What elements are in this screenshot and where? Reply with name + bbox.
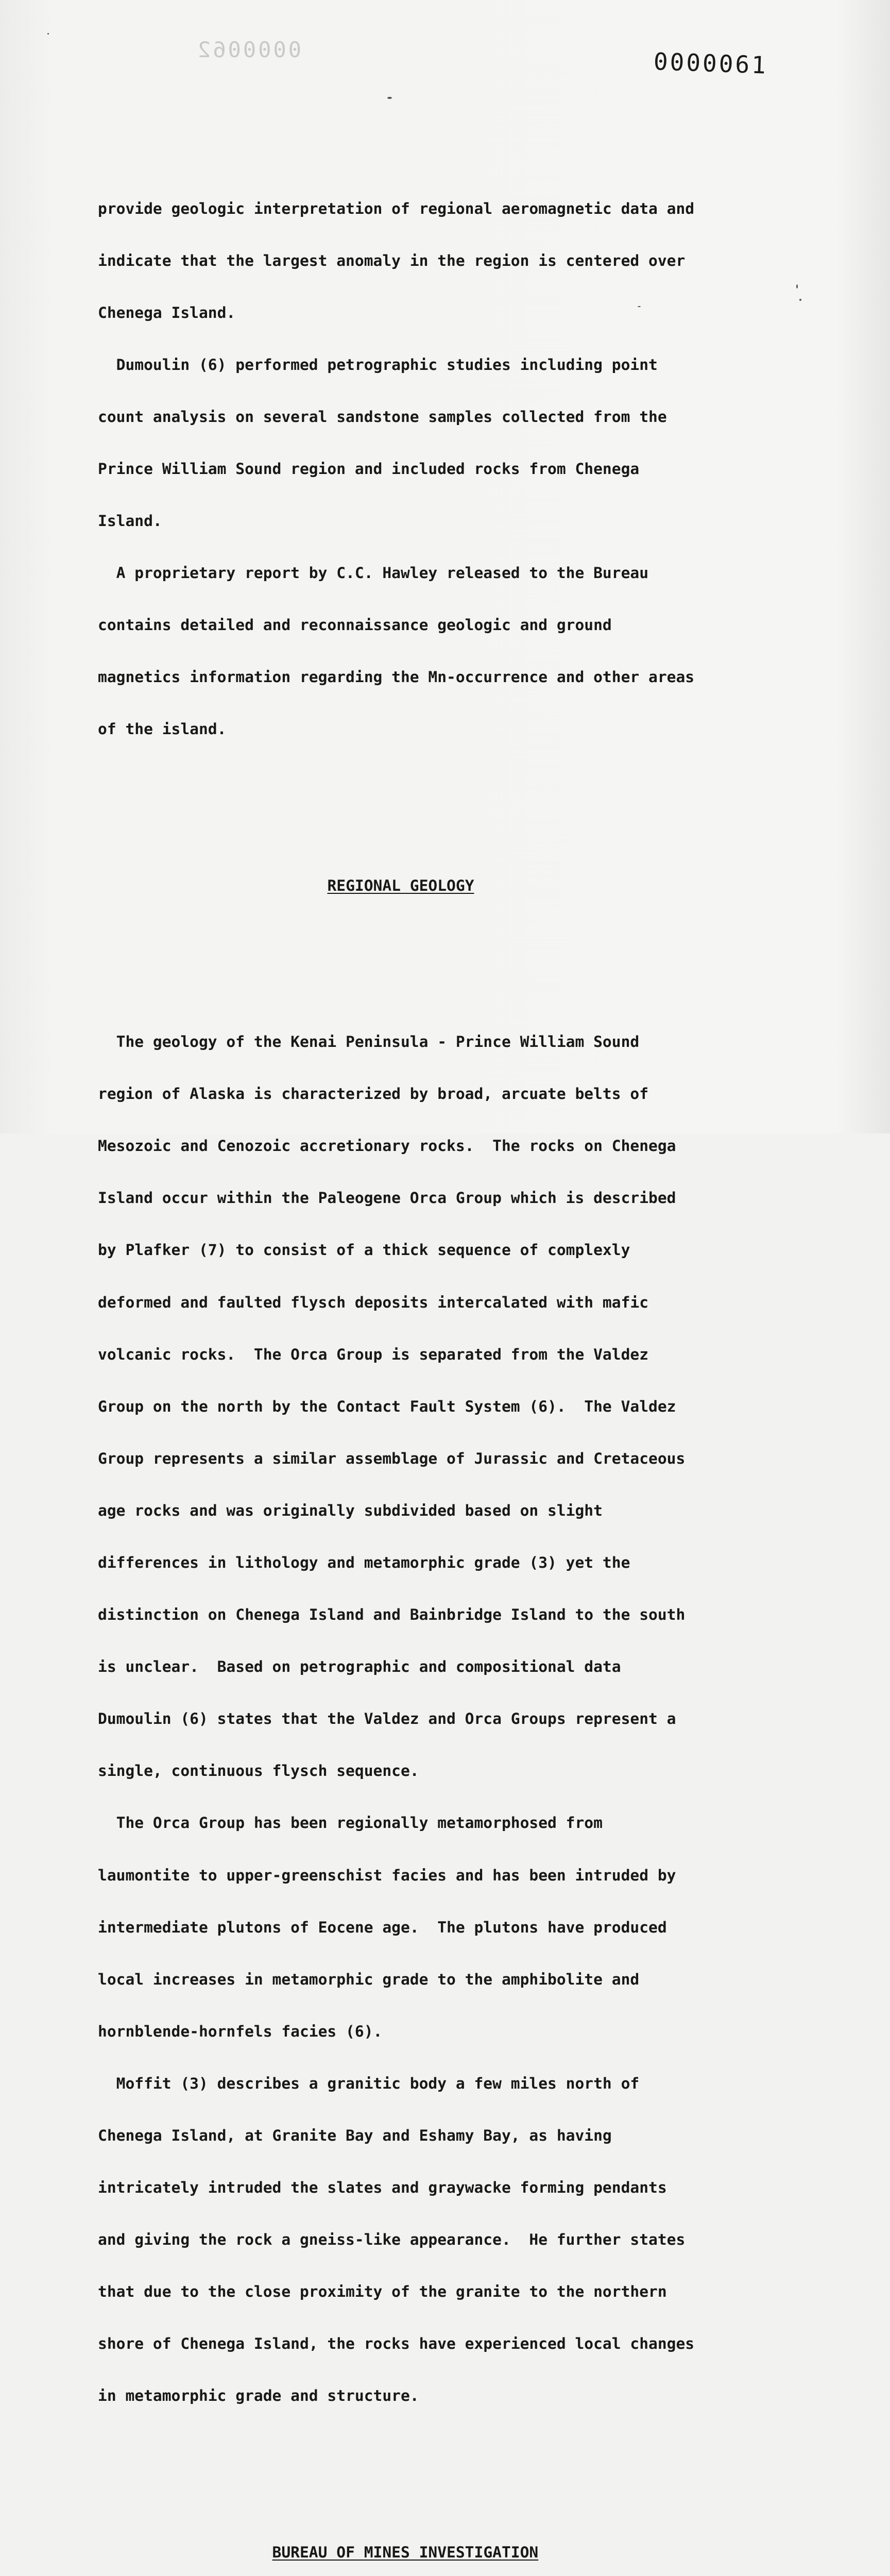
text-line: The geology of the Kenai Peninsula - Prince William Sound [98, 1033, 640, 1051]
text-line: single, continuous flysch sequence. [98, 1762, 419, 1780]
text-line: Moffit (3) describes a granitic body a few miles north of [98, 2074, 640, 2092]
scan-speck [796, 284, 798, 289]
heading-row [98, 2544, 778, 2562]
blank-line [98, 929, 778, 947]
text-line: Island. [98, 512, 162, 530]
text-line: laumontite to upper-greenschist facies and has been intruded by [98, 1866, 676, 1884]
blank-line [98, 2492, 778, 2510]
text-line: shore of Chenega Island, the rocks have experienced local changes [98, 2335, 695, 2353]
text-line: Prince William Sound region and included rocks from Chenega [98, 460, 640, 478]
scan-speck [799, 299, 801, 301]
text-line: count analysis on several sandstone samples collected from the [98, 408, 667, 426]
text-line: in metamorphic grade and structure. [98, 2387, 419, 2405]
text-line: differences in lithology and metamorphic grade (3) yet the [98, 1553, 630, 1571]
heading-row [98, 877, 778, 895]
text-line: A proprietary report by C.C. Hawley released to the Bureau [98, 564, 649, 582]
intro-section [98, 165, 778, 773]
text-line: region of Alaska is characterized by broad, arcuate belts of [98, 1085, 649, 1103]
text-line: intermediate plutons of Eocene age. The plutons have produced [98, 1918, 667, 1936]
text-line: provide geologic interpretation of regional aeromagnetic data and [98, 199, 695, 217]
text-line: Chenega Island, at Granite Bay and Eshamy Bay, as having [98, 2127, 612, 2145]
text-line: is unclear. Based on petrographic and compositional data [98, 1658, 621, 1676]
text-line: Group on the north by the Contact Fault System (6). The Valdez [98, 1397, 676, 1415]
text-line: magnetics information regarding the Mn-occurrence and other areas [98, 668, 695, 686]
text-line: and giving the rock a gneiss-like appearance. He further states [98, 2231, 686, 2249]
section-heading-regional-geology: REGIONAL GEOLOGY [327, 876, 474, 894]
text-line: Chenega Island. [98, 303, 236, 321]
text-line: of the island. [98, 720, 227, 738]
text-line: Dumoulin (6) states that the Valdez and Orca Groups represent a [98, 1710, 676, 1728]
text-line: that due to the close proximity of the granite to the northern [98, 2283, 667, 2301]
regional-geology-section [98, 999, 778, 2440]
text-line: contains detailed and reconnaissance geologic and ground [98, 616, 612, 634]
text-line: deformed and faulted flysch deposits intercalated with mafic [98, 1293, 649, 1311]
document-body [98, 113, 778, 2576]
text-line: Mesozoic and Cenozoic accretionary rocks. The rocks on Chenega [98, 1137, 676, 1155]
text-line: intricately intruded the slates and graywacke forming pendants [98, 2179, 667, 2197]
text-line: Island occur within the Paleogene Orca Group which is described [98, 1189, 676, 1207]
text-line: indicate that the largest anomaly in the region is centered over [98, 251, 686, 269]
text-line: age rocks and was originally subdivided based on slight [98, 1501, 603, 1519]
text-line: distinction on Chenega Island and Bainbridge Island to the south [98, 1606, 686, 1624]
blank-line [98, 825, 778, 843]
section-heading-bureau-investigation: BUREAU OF MINES INVESTIGATION [272, 2543, 539, 2561]
page-number: 0000061 [653, 47, 768, 79]
text-line: Group represents a similar assemblage of Jurassic and Cretaceous [98, 1449, 686, 1467]
text-line: The Orca Group has been regionally metamorphosed from [98, 1814, 603, 1832]
text-line: local increases in metamorphic grade to the amphibolite and [98, 1970, 640, 1988]
scan-speck [47, 33, 49, 35]
bleed-through-page-number: 0000062 [196, 37, 302, 62]
text-line: volcanic rocks. The Orca Group is separated from the Valdez [98, 1345, 649, 1363]
text-line: Dumoulin (6) performed petrographic studies including point [98, 355, 658, 374]
text-line: by Plafker (7) to consist of a thick sequence of complexly [98, 1241, 630, 1259]
scan-speck [387, 97, 392, 99]
text-line: hornblende-hornfels facies (6). [98, 2022, 383, 2040]
